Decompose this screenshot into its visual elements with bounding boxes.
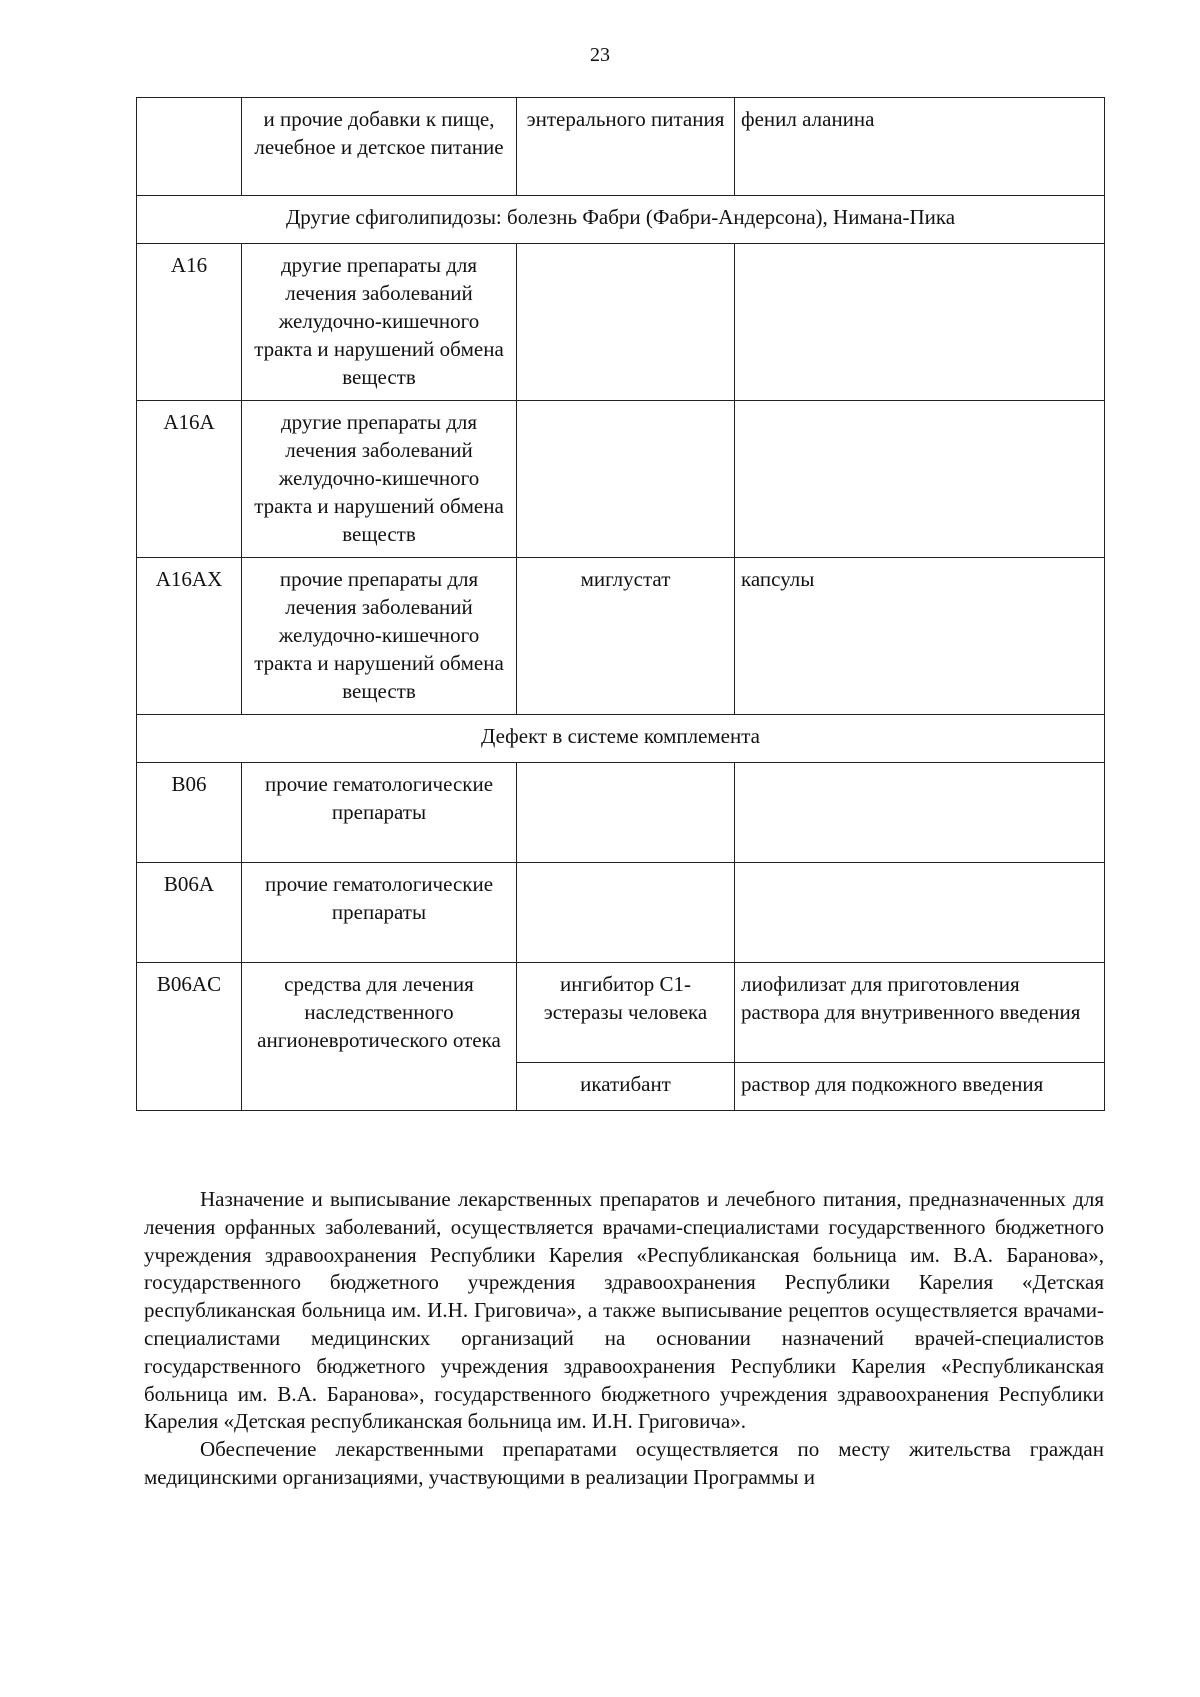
- paragraph: Обеспечение лекарственными препаратами осуществляется по месту жительства граждан медицинскими организациями, участвующими в реализации Программы и: [144, 1437, 1104, 1489]
- pharm-group-cell: другие препараты для лечения заболеваний желудочно-кишечного тракта и нарушений обмена веществ: [242, 401, 517, 558]
- drug-name-cell: [517, 244, 735, 401]
- dosage-form-cell: [735, 763, 1105, 863]
- table-row: [137, 401, 1105, 558]
- table-row: [137, 244, 1105, 401]
- dosage-form-cell: капсулы: [735, 558, 1105, 715]
- dosage-form-cell: раствор для подкожного введения: [735, 1063, 1105, 1111]
- atc-code-cell: B06AC: [137, 963, 242, 1111]
- atc-code-cell: B06: [137, 763, 242, 863]
- table-row: [137, 763, 1105, 863]
- dosage-form-cell: [735, 244, 1105, 401]
- section-row: [137, 196, 1105, 244]
- section-title: Дефект в системе комплемента: [137, 715, 1105, 763]
- dosage-form-cell: фенил аланина: [735, 98, 1105, 196]
- pharm-group-cell: прочие гематологические препараты: [242, 763, 517, 863]
- drug-name-cell: [517, 401, 735, 558]
- drug-name-cell: миглустат: [517, 558, 735, 715]
- dosage-form-cell: лиофилизат для приготовления раствора для внутривенного введения: [735, 963, 1105, 1063]
- pharm-group-cell: прочие гематологические препараты: [242, 863, 517, 963]
- drug-name-cell: ингибитор C1-эстеразы человека: [517, 963, 735, 1063]
- atc-code-cell: B06A: [137, 863, 242, 963]
- table-row: [137, 558, 1105, 715]
- drug-name-cell: энтерального питания: [517, 98, 735, 196]
- drug-table: [136, 97, 1105, 1111]
- drug-name-cell: икатибант: [517, 1063, 735, 1111]
- atc-code-cell: A16: [137, 244, 242, 401]
- table-row: [137, 963, 1105, 1063]
- drug-table-body: [137, 98, 1105, 1111]
- pharm-group-cell: и прочие добавки к пище, лечебное и детское питание: [242, 98, 517, 196]
- pharm-group-cell: прочие препараты для лечения заболеваний желудочно-кишечного тракта и нарушений обмена веществ: [242, 558, 517, 715]
- section-title: Другие сфиголипидозы: болезнь Фабри (Фабри-Андерсона), Нимана-Пика: [137, 196, 1105, 244]
- table-row: [137, 98, 1105, 196]
- pharm-group-cell: другие препараты для лечения заболеваний желудочно-кишечного тракта и нарушений обмена веществ: [242, 244, 517, 401]
- dosage-form-cell: [735, 401, 1105, 558]
- drug-name-cell: [517, 863, 735, 963]
- table-row: [137, 863, 1105, 963]
- paragraph: Назначение и выписывание лекарственных препаратов и лечебного питания, предназначенных для лечения орфанных заболеваний, осуществляется врачами-специалистами государственного бюджетного учреждения здравоохранения Республики Карелия «Республиканская больница им. В.А. Баранова», государственного бюджетного учреждения здравоохранения Республики Карелия «Детская республиканская больница им. И.Н. Григовича», а также выписывание рецептов осуществляется врачами-специалистами медицинских организаций на основании назначений врачей-специалистов государственного бюджетного учреждения здравоохранения Республики Карелия «Республиканская больница им. В.А. Баранова», государственного бюджетного учреждения здравоохранения Республики Карелия «Детская республиканская больница им. И.Н. Григовича».: [144, 1187, 1104, 1434]
- drug-name-cell: [517, 763, 735, 863]
- section-row: [137, 715, 1105, 763]
- atc-code-cell: A16A: [137, 401, 242, 558]
- body-text: [144, 1186, 1104, 1492]
- atc-code-cell: [137, 98, 242, 196]
- dosage-form-cell: [735, 863, 1105, 963]
- pharm-group-cell: средства для лечения наследственного ангионевротического отека: [242, 963, 517, 1111]
- atc-code-cell: A16AX: [137, 558, 242, 715]
- page-number: 23: [590, 44, 610, 66]
